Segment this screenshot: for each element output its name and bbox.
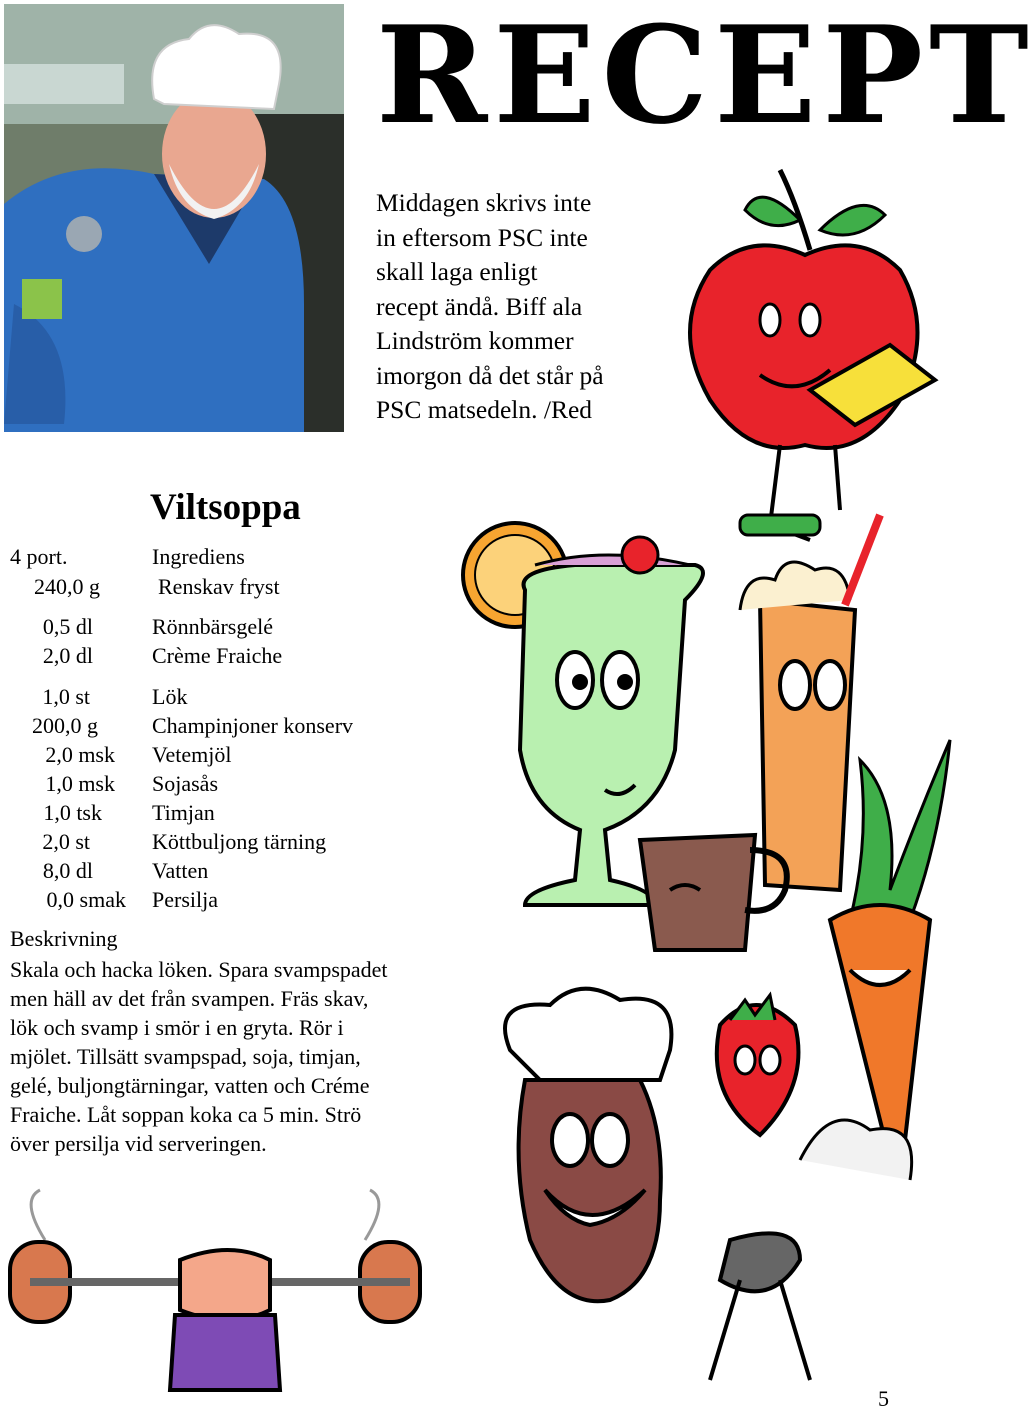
page-number: 5	[878, 1386, 889, 1411]
description-line: mjölet. Tillsätt svampspad, soja, timjan,	[10, 1044, 361, 1069]
description-line: lök och svamp i smör i en gryta. Rör i	[10, 1015, 344, 1040]
ingredient-qty: 240,0 g	[34, 574, 100, 599]
apple-reading-illustration	[670, 160, 940, 560]
intro-line: Lindström kommer	[376, 326, 574, 355]
ingredient-name: Champinjoner konserv	[152, 713, 354, 738]
description-line: Fraiche. Låt soppan koka ca 5 min. Strö	[10, 1102, 362, 1127]
ingredient-qty: 8,0 dl	[42, 858, 93, 883]
intro-line: imorgon då det står på	[376, 360, 604, 390]
ingredient-name: Crème Fraiche	[152, 643, 283, 668]
ingredient-name: Vetemjöl	[152, 742, 232, 767]
description-heading: Beskrivning	[10, 926, 118, 951]
ingredient-name: Persilja	[152, 887, 218, 912]
ingredient-name: Lök	[152, 684, 188, 709]
intro-line: recept ändå. Biff ala	[376, 291, 583, 321]
description-line: över persilja vid serveringen.	[10, 1131, 267, 1156]
ingredient-qty: 0,5 dl	[42, 614, 93, 639]
portions: 4 port.	[10, 544, 68, 569]
chef-bbq-illustration	[470, 980, 930, 1400]
sausage-fork-illustration	[0, 1200, 440, 1390]
intro-line: skall laga enligt	[376, 257, 538, 286]
description-line: gelé, buljongtärningar, vatten och Créme	[10, 1073, 370, 1098]
ingredient-name: Köttbuljong tärning	[152, 829, 327, 854]
ingredient-name: Sojasås	[152, 771, 218, 796]
chef-photo	[4, 4, 344, 432]
intro-note	[376, 186, 676, 428]
page-title: RECEPT	[376, 0, 1035, 154]
ingredient-column-header: Ingrediens	[152, 544, 245, 569]
ingredient-qty: 2,0 dl	[42, 643, 93, 668]
ingredient-name: Renskav fryst	[158, 574, 280, 599]
description-line: Skala och hacka löken. Spara svampspadet	[10, 957, 388, 982]
ingredient-name: Rönnbärsgelé	[152, 614, 273, 639]
intro-line: in eftersom PSC inte	[376, 222, 588, 252]
intro-line: Middagen skrivs inte	[376, 188, 592, 217]
ingredient-qty: 2,0 msk	[45, 742, 115, 767]
description-text	[10, 955, 460, 1158]
ingredient-qty: 200,0 g	[32, 713, 98, 738]
ingredient-name: Timjan	[152, 800, 215, 825]
ingredient-qty: 1,0 st	[42, 684, 90, 709]
intro-line: PSC matsedeln. /Red	[376, 395, 593, 424]
ingredient-qty: 1,0 msk	[45, 771, 115, 796]
ingredient-qty: 0,0 smak	[46, 887, 126, 912]
ingredient-name: Vatten	[152, 858, 209, 883]
ingredient-qty: 2,0 st	[42, 829, 90, 854]
ingredient-qty: 1,0 tsk	[43, 800, 102, 825]
description-line: men häll av det från svampen. Fräs skav,	[10, 986, 369, 1011]
recipe-title: Viltsoppa	[150, 487, 301, 528]
